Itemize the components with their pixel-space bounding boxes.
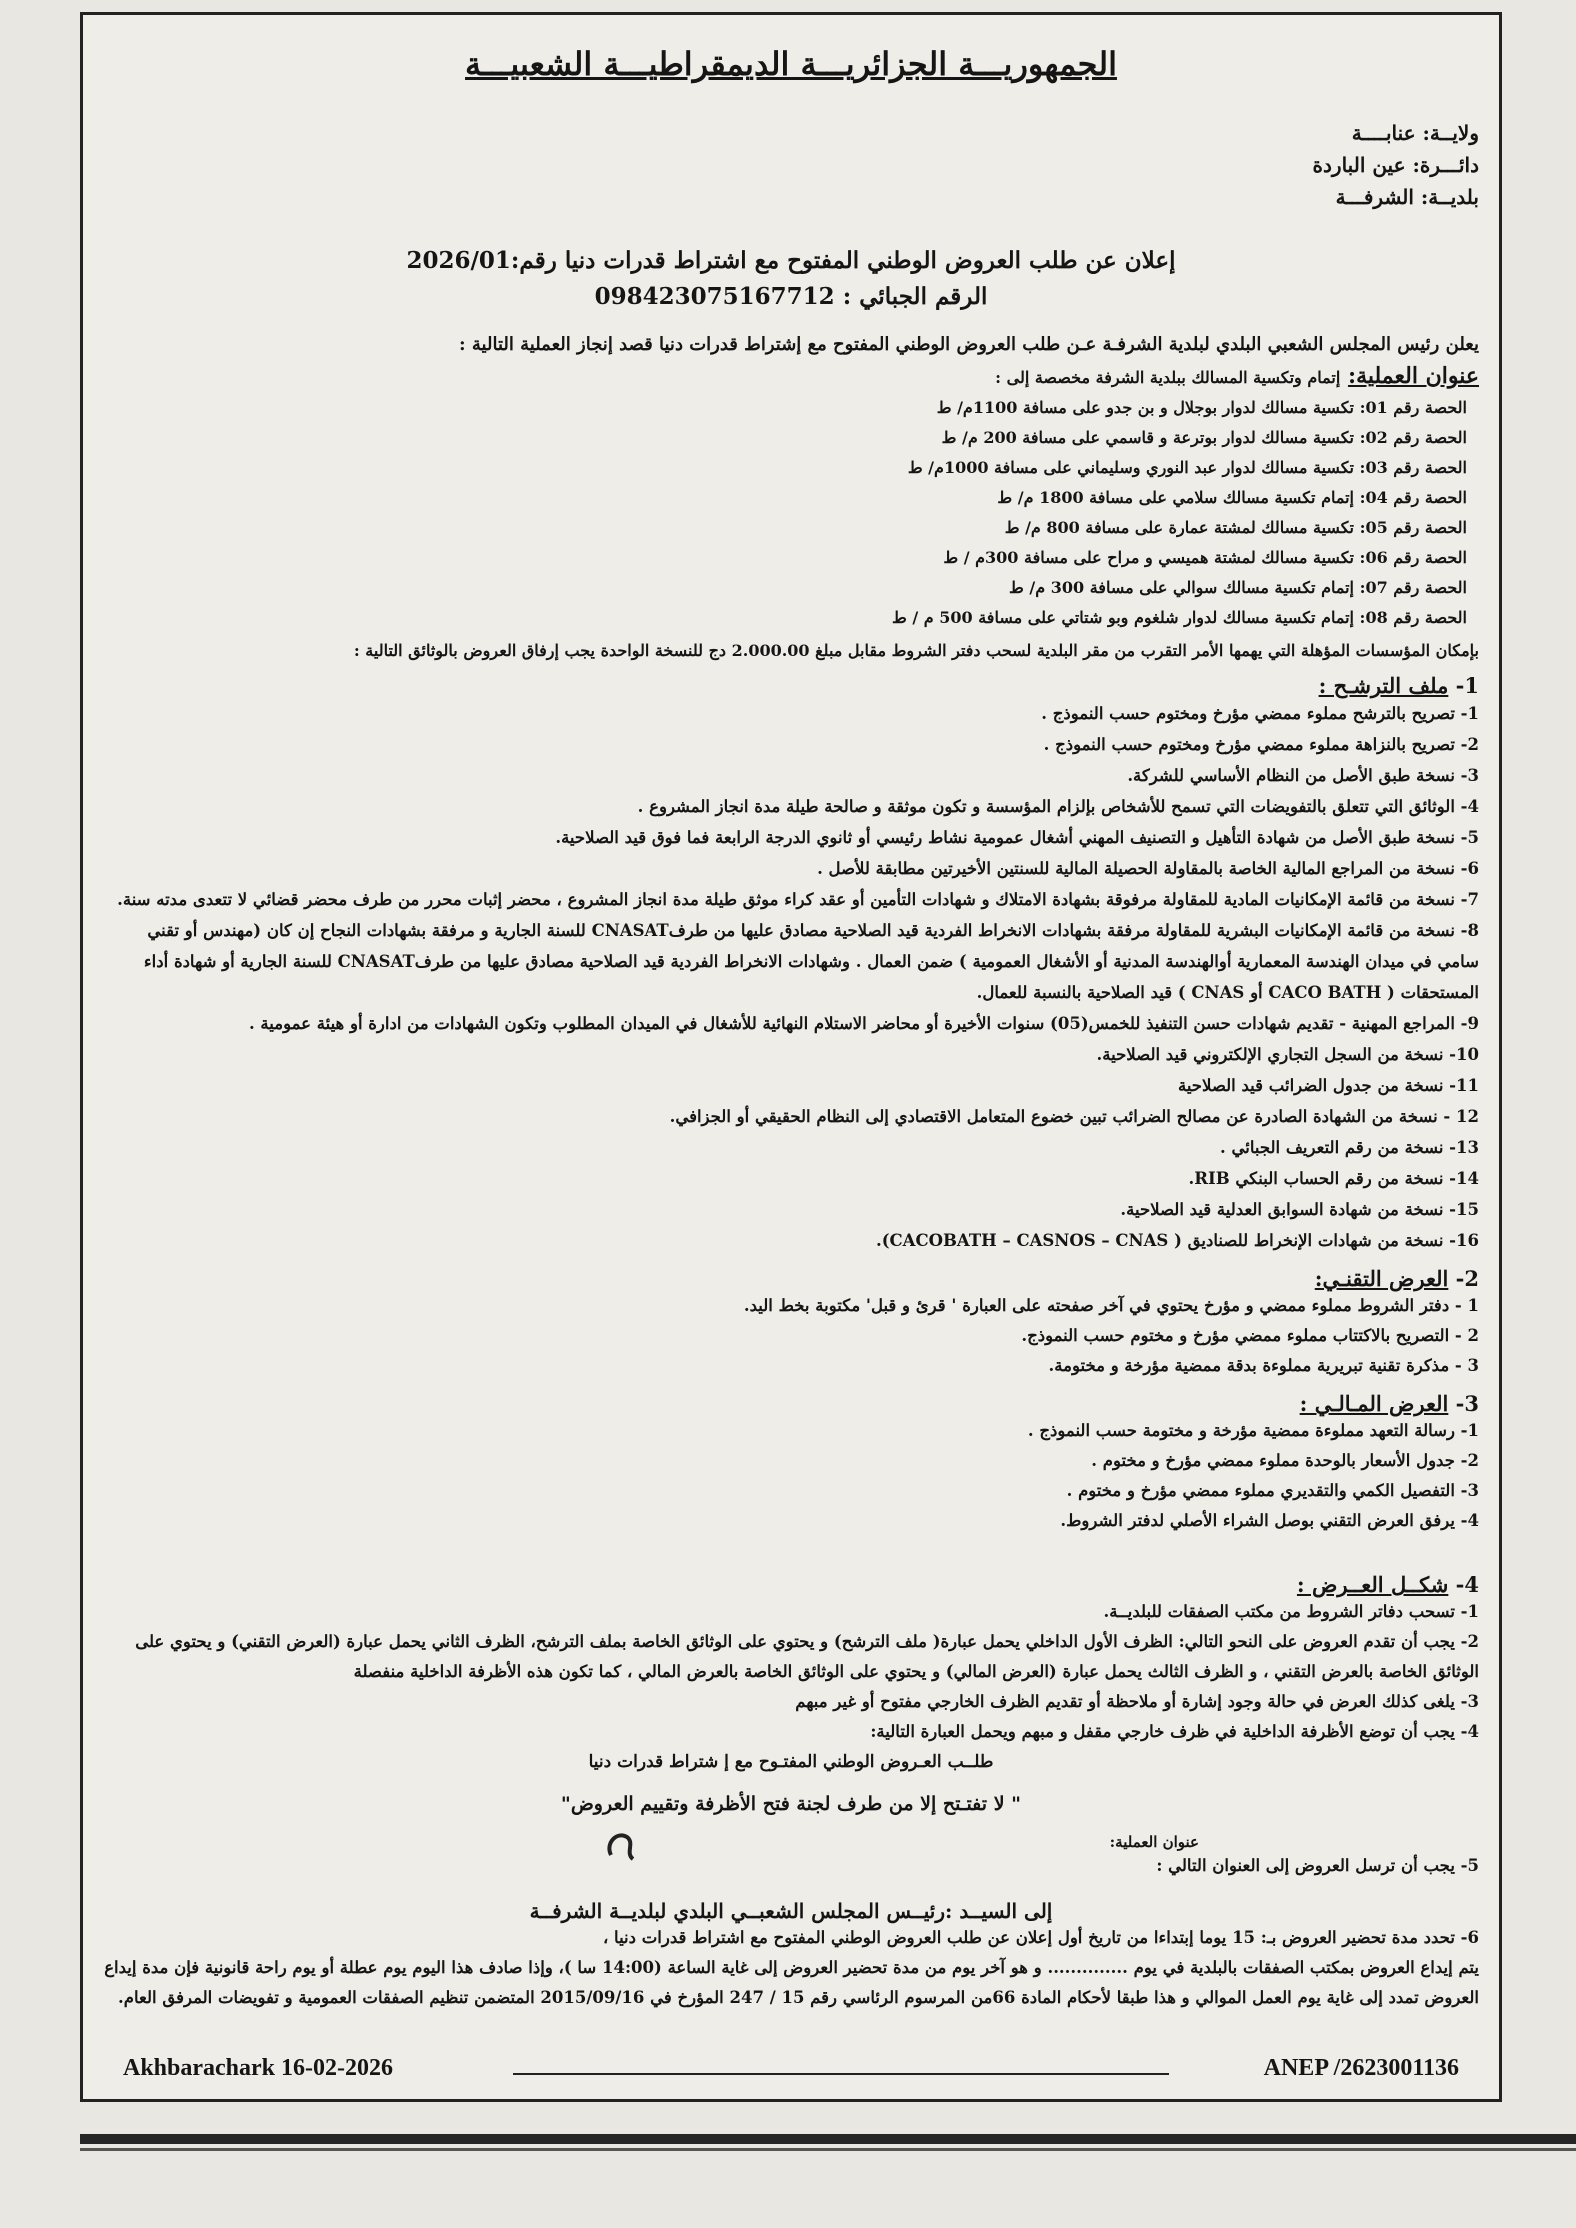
section1-title: ملف الترشـح : — [1318, 673, 1449, 698]
announcement-title: إعلان عن طلب العروض الوطني المفتوح مع اشتراط قدرات دنيا رقم:2026/01 — [406, 247, 1176, 274]
list-item: 3- التفصيل الكمي والتقديري مملوء ممضي مؤرخ و مختوم . — [1066, 1481, 1479, 1500]
list-item: 1- تصريح بالترشح مملوء ممضي مؤرخ ومختوم حسب النموذج . — [1041, 704, 1479, 723]
lot-item: الحصة رقم 05: تكسية مسالك لمشتة عمارة على مسافة 800 م/ ط — [1004, 518, 1467, 537]
operation-label: عنوان العملية: — [1347, 363, 1479, 389]
footer-newspaper-date: Akhbarachark 16-02-2026 — [123, 2055, 394, 2081]
section2-title: العرض التقنـي: — [1314, 1266, 1449, 1291]
admin-block — [103, 117, 1479, 213]
section1-list — [103, 698, 1479, 1256]
section2-heading — [103, 1266, 1479, 1291]
list-item: 12 - نسخة من الشهادة الصادرة عن مصالح الضرائب تبين خضوع المتعامل الاقتصادي إلى النظام الحقيقي أو الجزافي. — [669, 1107, 1479, 1126]
list-item: 10- نسخة من السجل التجاري الإلكتروني قيد الصلاحية. — [1096, 1045, 1479, 1064]
section4-title: شكــل العــرض : — [1296, 1572, 1449, 1597]
daira-line: دائـــرة: عين الباردة — [1312, 153, 1479, 177]
envelope-operation: عنوان العملية: — [1109, 1833, 1199, 1851]
operation-text: إتمام وتكسية المسالك ببلدية الشرفة مخصصة إلى : — [995, 368, 1341, 387]
section1-number: 1- — [1455, 673, 1479, 698]
list-item: 9- المراجع المهنية - تقديم شهادات حسن التنفيذ للخمس(05) سنوات الأخيرة أو محاضر الاستلام النهائية للأشغال في الميدان المطلوب وتكون الشهادات من ادارة أو هيئة عمومية . — [248, 1014, 1479, 1033]
section3-heading — [103, 1391, 1479, 1416]
section2-number: 2- — [1455, 1266, 1479, 1291]
lot-item: الحصة رقم 03: تكسية مسالك لدوار عبد النوري وسليماني على مسافة 1000م/ ط — [907, 458, 1467, 477]
list-item: 4- الوثائق التي تتعلق بالتفويضات التي تسمح للأشخاص بإلزام المؤسسة و تكون موثقة و صالحة طيلة مدة انجاز المشروع . — [637, 797, 1479, 816]
lot-item: الحصة رقم 07: إتمام تكسية مسالك سوالي على مسافة 300 م/ ط — [1009, 578, 1467, 597]
tax-id: الرقم الجبائي : 098423075167712 — [594, 283, 988, 310]
section3-number: 3- — [1455, 1391, 1479, 1416]
announcement-title-block — [103, 243, 1479, 315]
list-item: 4- يجب أن توضع الأظرفة الداخلية في ظرف خارجي مقفل و مبهم ويحمل العبارة التالية: — [870, 1722, 1479, 1741]
lot-item: الحصة رقم 02: تكسية مسالك لدوار بوترعة و قاسمي على مسافة 200 م/ ط — [941, 428, 1467, 447]
lot-item: الحصة رقم 06: تكسية مسالك لمشتة هميسي و مراح على مسافة 300م / ط — [943, 548, 1467, 567]
list-item: 2- جدول الأسعار بالوحدة مملوء ممضي مؤرخ و مختوم . — [1091, 1451, 1479, 1470]
footer — [123, 2051, 1459, 2091]
list-item: 2- يجب أن تقدم العروض على النحو التالي: الظرف الأول الداخلي يحمل عبارة( ملف الترشح) و يحتوي على الوثائق الخاصة بملف الترشح، الظرف الثاني يحمل عبارة (العرض التقني) و يحتوي على الوثائق الخاصة بالعرض التقني ، و الظرف الثالث يحمل عبارة (العرض المالي) و يحتوي على الوثائق الخاصة بالعرض المالي ، كما تكون هذه الأظرفة الداخلية منفصلة — [135, 1632, 1479, 1681]
list-item: 16- نسخة من شهادات الإنخراط للصناديق ( CACOBATH – CASNOS – CNAS). — [875, 1231, 1479, 1250]
list-item: 2- تصريح بالنزاهة مملوء ممضي مؤرخ ومختوم حسب النموذج . — [1043, 735, 1479, 754]
list-item: 13- نسخة من رقم التعريف الجبائي . — [1219, 1138, 1479, 1157]
footer-rule — [513, 2073, 1169, 2075]
list-item: 6- تحدد مدة تحضير العروض بـ: 15 يوما إبتداءا من تاريخ أول إعلان عن طلب العروض الوطني المفتوح مع اشتراط قدرات دنيا ، — [602, 1928, 1479, 1947]
envelope-title: طلــب العـروض الوطني المفتـوح مع إ شتراط قدرات دنيا — [588, 1752, 994, 1772]
operation-heading — [103, 363, 1479, 389]
announcement-body — [103, 15, 1479, 2099]
list-item: 1 - دفتر الشروط مملوء ممضي و مؤرخ يحتوي في آخر صفحته على العبارة ' قرئ و قبل' مكتوبة بخط اليد. — [743, 1296, 1479, 1315]
list-item: 5- نسخة طبق الأصل من شهادة التأهيل و التصنيف المهني أشغال عمومية نشاط رئيسي أو ثانوي الدرجة الرابعة فما فوق قيد الصلاحية. — [555, 828, 1479, 847]
section3-list — [103, 1416, 1479, 1536]
list-item: 15- نسخة من شهادة السوابق العدلية قيد الصلاحية. — [1120, 1200, 1479, 1219]
list-item: 1- رسالة التعهد مملوءة ممضية مؤرخة و مختومة حسب النموذج . — [1027, 1421, 1479, 1440]
availability-note: بإمكان المؤسسات المؤهلة التي يهمها الأمر التقرب من مقر البلدية لسحب دفتر الشروط مقابل مبلغ 2.000.00 دج للنسخة الواحدة يجب إرفاق العروض بالوثائق التالية : — [353, 641, 1479, 660]
section4-deadline — [103, 1923, 1479, 2013]
list-item: 1- تسحب دفاتر الشروط من مكتب الصفقات للبلديــة. — [1103, 1602, 1479, 1621]
section4-number: 4- — [1455, 1572, 1479, 1597]
list-item: 5- يجب أن ترسل العروض إلى العنوان التالي : — [1156, 1856, 1479, 1875]
list-item: 6- نسخة من المراجع المالية الخاصة بالمقاولة الحصيلة المالية للسنتين الأخيرتين مطابقة للأصل . — [817, 859, 1479, 878]
wilaya-line: ولايــة: عنابــــة — [1351, 121, 1479, 145]
page-bottom-rule — [80, 2148, 1576, 2151]
intro-paragraph: يعلن رئيس المجلس الشعبي البلدي لبلدية الشرفـة عـن طلب العروض الوطني المفتوح مع إشتراط قدرات دنيا قصد إنجاز العملية التالية : — [458, 334, 1479, 355]
commune-line: بلديــة: الشرفـــة — [1335, 185, 1479, 209]
list-item: 4- يرفق العرض التقني بوصل الشراء الأصلي لدفتر الشروط. — [1060, 1511, 1479, 1530]
announcement-frame — [80, 12, 1502, 2102]
section4-list-continued — [103, 1851, 1479, 1881]
republic-title: الجمهوريـــة الجزائريـــة الديمقراطيـــة الشعبيـــة — [465, 45, 1117, 83]
lot-item: الحصة رقم 01: تكسية مسالك لدوار بوجلال و بن جدو على مسافة 1100م/ ط — [936, 398, 1467, 417]
footer-anep-ref: ANEP /2623001136 — [1263, 2055, 1459, 2081]
section4-list — [103, 1597, 1479, 1747]
page-bottom-bar — [80, 2134, 1576, 2144]
lot-item: الحصة رقم 08: إتمام تكسية مسالك لدوار شلغوم وبو شتاتي على مسافة 500 م / ط — [891, 608, 1467, 627]
list-item: 8- نسخة من قائمة الإمكانيات البشرية للمقاولة مرفقة بشهادات الانخراط الفردية قيد الصلاحية مصادق عليها من طرفCNASAT للسنة الجارية و مرفقة بشهادات النجاح إن كان (مهندس أو تقني سامي في ميدان الهندسة المعمارية أوالهندسة المدنية أو الأشغال العمومية ) ضمن العمال . وشهادات الانخراط الفردية قيد الصلاحية مصادق عليها من طرفCNASAT للسنة الجارية أو شهادة أداء المستحقات ( CACO BATH أو CNAS ) قيد الصلاحية بالنسبة للعمال. — [143, 921, 1479, 1002]
lots-list — [103, 393, 1479, 633]
ink-mark-icon — [603, 1825, 643, 1865]
section1-heading — [103, 673, 1479, 698]
list-item: 3 - مذكرة تقنية تبريرية مملوءة بدقة ممضية مؤرخة و مختومة. — [1048, 1356, 1479, 1375]
list-item: 7- نسخة من قائمة الإمكانيات المادية للمقاولة مرفوقة بشهادة الامتلاك و شهادات التأمين أو عقد كراء موثق طيلة مدة انجاز المشروع ، محضر إثبات محرر من طرف محضر قضائي لا تتعدى مدته سنة. — [117, 890, 1479, 909]
list-item: 3- يلغى كذلك العرض في حالة وجود إشارة أو ملاحظة أو تقديم الظرف الخارجي مفتوح أو غير مبهم — [795, 1692, 1479, 1711]
address-line: إلى السيــد :رئيــس المجلس الشعبــي البلدي لبلديــة الشرفــة — [529, 1899, 1053, 1923]
list-item: 2 - التصريح بالاكتتاب مملوء ممضي مؤرخ و مختوم حسب النموذج. — [1021, 1326, 1479, 1345]
envelope-note: " لا تفتـتح إلا من طرف لجنة فتح الأظرفة وتقييم العروض" — [560, 1793, 1022, 1815]
list-item: يتم إيداع العروض بمكتب الصفقات بالبلدية في يوم .............. و هو آخر يوم من مدة تحضير العروض إلى غاية الساعة (14:00 سا )، وإذا صادف هذا اليوم يوم عطلة أو يوم راحة قانونية فإن مدة إيداع العروض تمدد إلى غاية يوم العمل الموالي و هذا طبقا لأحكام المادة 66من المرسوم الرئاسي رقم 15 / 247 المؤرخ في 2015/09/16 المتضمن تنظيم الصفقات العمومية و تفويضات المرفق العام. — [104, 1958, 1479, 2007]
section3-title: العرض المـالـي : — [1299, 1391, 1449, 1416]
lot-item: الحصة رقم 04: إتمام تكسية مسالك سلامي على مسافة 1800 م/ ط — [997, 488, 1467, 507]
list-item: 3- نسخة طبق الأصل من النظام الأساسي للشركة. — [1127, 766, 1479, 785]
list-item: 14- نسخة من رقم الحساب البنكي RIB. — [1188, 1169, 1479, 1188]
section4-heading — [103, 1572, 1479, 1597]
section2-list — [103, 1291, 1479, 1381]
list-item: 11- نسخة من جدول الضرائب قيد الصلاحية — [1177, 1076, 1479, 1095]
